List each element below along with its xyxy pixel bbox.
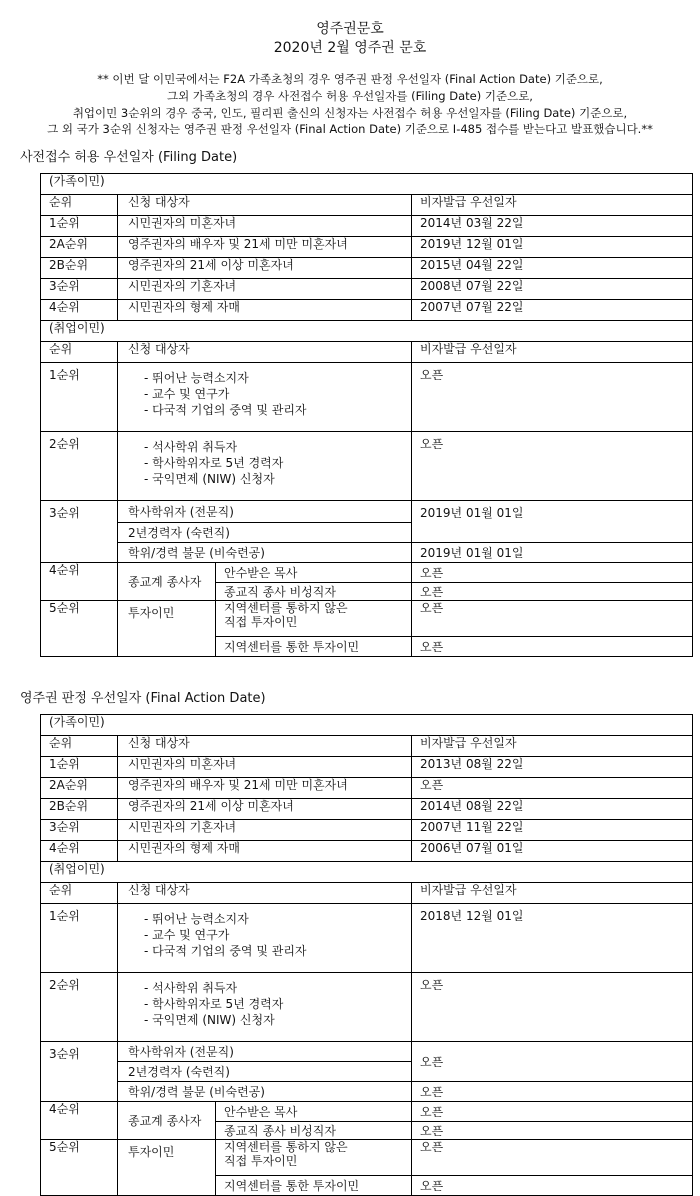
applicant-cell: 영주권자의 배우자 및 21세 미만 미혼자녀 (118, 778, 412, 799)
applicant-cell: 학위/경력 불문 (비숙련공) (118, 543, 412, 563)
header-applicant: 신청 대상자 (118, 342, 412, 363)
section-title-filing: 사전접수 허용 우선일자 (Filing Date) (20, 150, 238, 166)
subcategory-line: 지역센터를 통하지 않은 (224, 1140, 348, 1155)
table-row (41, 432, 693, 501)
list-item: - 뛰어난 능력소지자 (144, 370, 411, 386)
rank-cell: 2B순위 (41, 258, 118, 279)
date-cell: 2014년 08월 22일 (412, 799, 693, 820)
table-row (41, 973, 693, 1042)
category-cell: 종교계 종사자 (118, 563, 216, 601)
date-cell: 2013년 08월 22일 (412, 757, 693, 778)
subcategory-cell: 안수받은 목사 (216, 563, 412, 583)
date-cell: 오픈 (412, 432, 693, 501)
date-cell: 2019년 01월 01일 (412, 501, 693, 543)
applicant-cell: 시민권자의 기혼자녀 (118, 279, 412, 300)
table-row (41, 363, 693, 432)
rank-cell: 2A순위 (41, 778, 118, 799)
table-row (41, 1140, 693, 1176)
table-row (41, 841, 693, 862)
table-row (41, 1082, 693, 1102)
table-row (41, 216, 693, 237)
rank-cell: 1순위 (41, 904, 118, 973)
date-cell: 2007년 07월 22일 (412, 300, 693, 321)
applicant-list (118, 432, 412, 501)
table-row (41, 563, 693, 583)
notice-line: 그외 가족초청의 경우 사전접수 허용 우선일자를 (Filing Date) 기준으로, (167, 88, 533, 103)
header-applicant: 신청 대상자 (118, 736, 412, 757)
header-rank: 순위 (41, 883, 118, 904)
list-item: - 국익면제 (NIW) 신청자 (144, 471, 411, 487)
applicant-list (118, 904, 412, 973)
page-subtitle: 2020년 2월 영주권 문호 (273, 40, 427, 56)
applicant-list (118, 363, 412, 432)
list-item: - 교수 및 연구가 (144, 927, 411, 943)
subcategory-cell: 지역센터를 통한 투자이민 (216, 1176, 412, 1196)
group-employment-label: (취업이민) (41, 321, 693, 342)
table-row (41, 237, 693, 258)
date-cell: 2019년 12월 01일 (412, 237, 693, 258)
list-item: - 다국적 기업의 중역 및 관리자 (144, 402, 411, 418)
rank-cell: 4순위 (41, 563, 118, 601)
list-item: - 뛰어난 능력소지자 (144, 911, 411, 927)
rank-cell: 5순위 (41, 1140, 118, 1196)
rank-cell: 4순위 (41, 300, 118, 321)
date-cell: 2007년 11월 22일 (412, 820, 693, 841)
table-row (41, 1042, 693, 1062)
date-cell: 2008년 07월 22일 (412, 279, 693, 300)
date-cell: 오픈 (412, 973, 693, 1042)
date-cell: 오픈 (412, 363, 693, 432)
rank-cell: 3순위 (41, 501, 118, 563)
subcategory-line: 직접 투자이민 (224, 1154, 298, 1169)
notice-text (0, 71, 700, 138)
applicant-cell: 학사학위자 (전문직) (118, 501, 412, 523)
list-item: - 학사학위자로 5년 경력자 (144, 455, 411, 471)
applicant-cell: 영주권자의 21세 이상 미혼자녀 (118, 258, 412, 279)
rank-cell: 1순위 (41, 216, 118, 237)
table-row (41, 300, 693, 321)
table-row (41, 799, 693, 820)
notice-line: ** 이번 달 이민국에서는 F2A 가족초청의 경우 영주권 판정 우선일자 (Final Action Date) 기준으로, (97, 72, 603, 86)
section-title-final: 영주권 판정 우선일자 (Final Action Date) (20, 691, 266, 707)
date-cell: 오픈 (412, 1140, 693, 1176)
applicant-cell: 학위/경력 불문 (비숙련공) (118, 1082, 412, 1102)
table-row (41, 601, 693, 637)
list-item: - 석사학위 취득자 (144, 980, 411, 996)
rank-cell: 2B순위 (41, 799, 118, 820)
subcategory-cell: 종교직 종사 비성직자 (216, 583, 412, 601)
list-item: - 다국적 기업의 중역 및 관리자 (144, 943, 411, 959)
date-cell: 2015년 04월 22일 (412, 258, 693, 279)
subcategory-line: 지역센터를 통하지 않은 (224, 601, 348, 616)
date-cell: 오픈 (412, 1176, 693, 1196)
date-cell: 오픈 (412, 583, 693, 601)
list-item: - 교수 및 연구가 (144, 386, 411, 402)
date-cell: 오픈 (412, 1082, 693, 1102)
applicant-cell: 영주권자의 배우자 및 21세 미만 미혼자녀 (118, 237, 412, 258)
notice-line: 취업이민 3순위의 경우 중국, 인도, 필리핀 출신의 신청자는 사전접수 허용 우선일자를 (Filing Date) 기준으로, (72, 105, 628, 120)
header-rank: 순위 (41, 342, 118, 363)
date-cell: 오픈 (412, 1042, 693, 1082)
rank-cell: 3순위 (41, 1042, 118, 1102)
date-cell: 2006년 07월 01일 (412, 841, 693, 862)
table-row (41, 820, 693, 841)
table-row (41, 543, 693, 563)
category-cell: 종교계 종사자 (118, 1102, 216, 1140)
subcategory-cell (216, 601, 412, 637)
header-rank: 순위 (41, 195, 118, 216)
applicant-cell: 2년경력자 (숙련직) (118, 1062, 412, 1082)
filing-date-table (40, 173, 693, 657)
applicant-cell: 시민권자의 미혼자녀 (118, 216, 412, 237)
group-family-label: (가족이민) (41, 174, 693, 195)
applicant-list (118, 973, 412, 1042)
header-date: 비자발급 우선일자 (412, 883, 693, 904)
rank-cell: 2순위 (41, 973, 118, 1042)
rank-cell: 2순위 (41, 432, 118, 501)
table-row (41, 279, 693, 300)
notice-line: 그 외 국가 3순위 신청자는 영주권 판정 우선일자 (Final Action Date) 기준으로 I-485 접수를 받는다고 발표했습니다.** (47, 122, 653, 137)
rank-cell: 4순위 (41, 1102, 118, 1140)
list-item: - 석사학위 취득자 (144, 439, 411, 455)
rank-cell: 3순위 (41, 279, 118, 300)
table-row (41, 757, 693, 778)
subcategory-cell: 안수받은 목사 (216, 1102, 412, 1122)
table-row (41, 1102, 693, 1122)
applicant-cell: 시민권자의 형제 자매 (118, 300, 412, 321)
table-row (41, 904, 693, 973)
date-cell: 오픈 (412, 778, 693, 799)
page-title: 영주권문호 (316, 21, 384, 37)
final-action-date-table (40, 714, 693, 1196)
header-rank: 순위 (41, 736, 118, 757)
date-cell: 2018년 12월 01일 (412, 904, 693, 973)
category-cell: 투자이민 (118, 601, 216, 657)
date-cell: 오픈 (412, 563, 693, 583)
applicant-cell: 2년경력자 (숙련직) (118, 523, 412, 543)
group-family-label: (가족이민) (41, 715, 693, 736)
rank-cell: 4순위 (41, 841, 118, 862)
header-applicant: 신청 대상자 (118, 883, 412, 904)
list-item: - 학사학위자로 5년 경력자 (144, 996, 411, 1012)
subcategory-cell: 지역센터를 통한 투자이민 (216, 637, 412, 657)
date-cell: 오픈 (412, 1102, 693, 1122)
applicant-cell: 학사학위자 (전문직) (118, 1042, 412, 1062)
applicant-cell: 시민권자의 형제 자매 (118, 841, 412, 862)
header-date: 비자발급 우선일자 (412, 195, 693, 216)
subcategory-cell (216, 1140, 412, 1176)
subcategory-cell: 종교직 종사 비성직자 (216, 1122, 412, 1140)
list-item: - 국익면제 (NIW) 신청자 (144, 1012, 411, 1028)
rank-cell: 3순위 (41, 820, 118, 841)
table-row (41, 501, 693, 523)
date-cell: 오픈 (412, 1122, 693, 1140)
header-date: 비자발급 우선일자 (412, 342, 693, 363)
category-cell: 투자이민 (118, 1140, 216, 1196)
rank-cell: 1순위 (41, 757, 118, 778)
applicant-cell: 시민권자의 기혼자녀 (118, 820, 412, 841)
rank-cell: 2A순위 (41, 237, 118, 258)
table-row (41, 778, 693, 799)
table-row (41, 258, 693, 279)
rank-cell: 1순위 (41, 363, 118, 432)
header-applicant: 신청 대상자 (118, 195, 412, 216)
date-cell: 오픈 (412, 637, 693, 657)
header-date: 비자발급 우선일자 (412, 736, 693, 757)
subcategory-line: 직접 투자이민 (224, 615, 298, 630)
date-cell: 2014년 03월 22일 (412, 216, 693, 237)
date-cell: 2019년 01월 01일 (412, 543, 693, 563)
applicant-cell: 시민권자의 미혼자녀 (118, 757, 412, 778)
applicant-cell: 영주권자의 21세 이상 미혼자녀 (118, 799, 412, 820)
date-cell: 오픈 (412, 601, 693, 637)
rank-cell: 5순위 (41, 601, 118, 657)
group-employment-label: (취업이민) (41, 862, 693, 883)
